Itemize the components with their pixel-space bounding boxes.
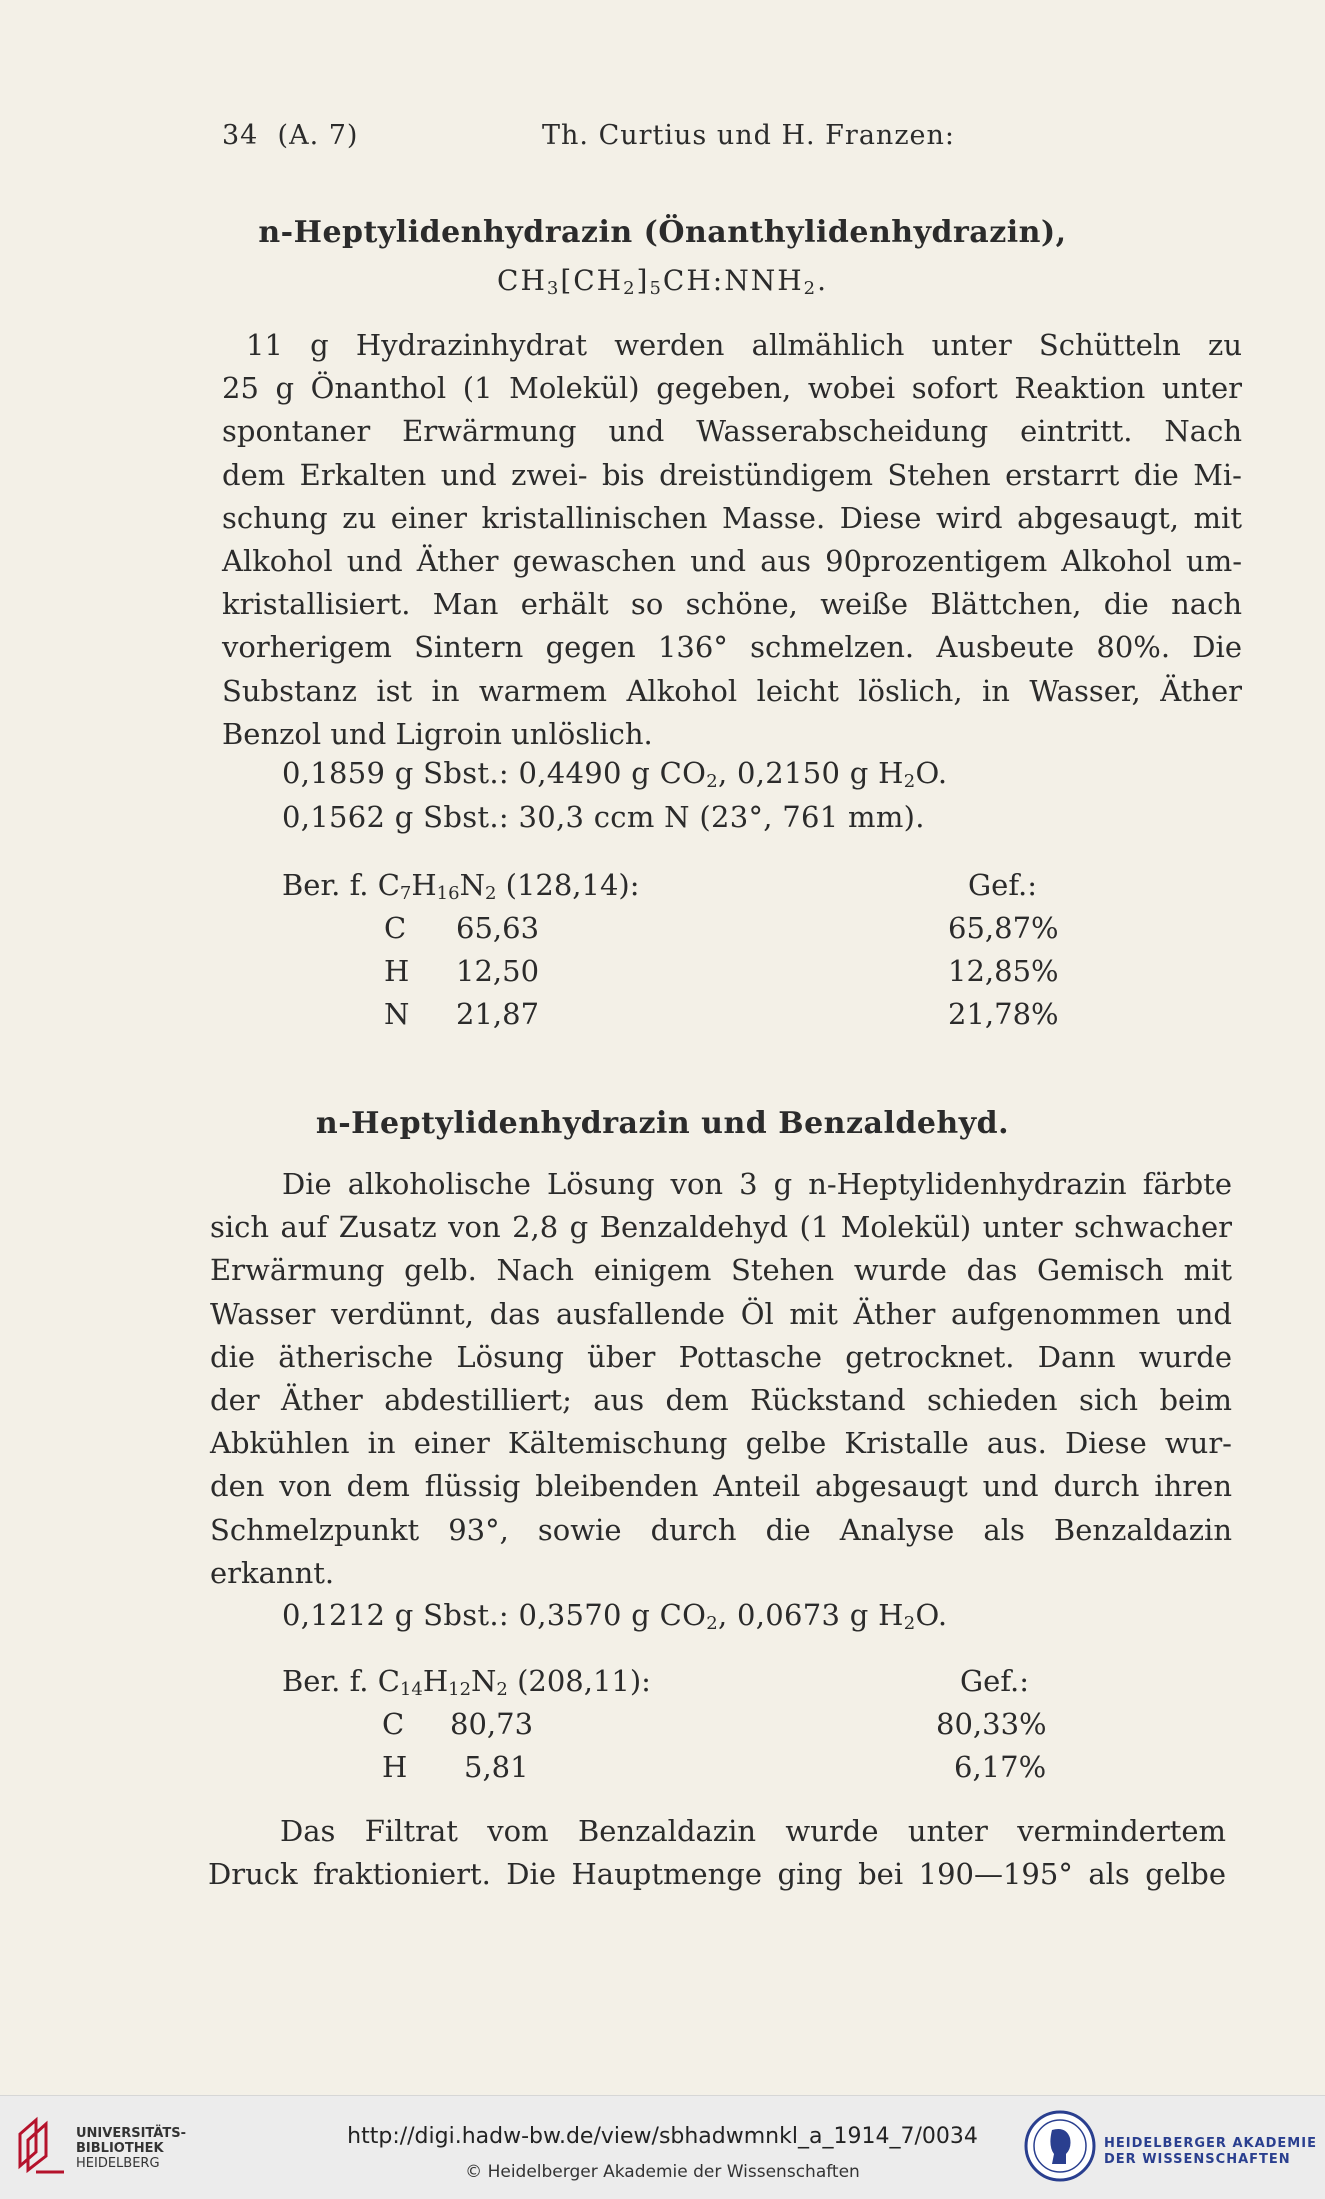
element-symbol: C bbox=[384, 911, 407, 945]
text-line: 25 g Önanthol (1 Molekül) gegeben, wobei sofort Reaktion unter bbox=[222, 371, 1242, 406]
text-line: 11 g Hydrazinhydrat werden allmählich unter Schütteln zu bbox=[246, 328, 1242, 362]
found-value: 12,85% bbox=[948, 954, 1059, 988]
element-symbol: C bbox=[382, 1707, 405, 1741]
text-line: Die alkoholische Lösung von 3 g n-Heptylidenhydrazin färbte bbox=[282, 1167, 1232, 1201]
found-label: Gef.: bbox=[960, 1664, 1030, 1698]
found-value: 6,17% bbox=[954, 1750, 1047, 1784]
text-line: Druck fraktioniert. Die Hauptmenge ging bei 190—195° als gelbe bbox=[208, 1857, 1226, 1892]
university-library-name: UNIVERSITÄTS- BIBLIOTHEK HEIDELBERG bbox=[76, 2126, 186, 2171]
running-title: Th. Curtius und H. Franzen: bbox=[542, 120, 956, 151]
found-value: 65,87% bbox=[948, 911, 1059, 945]
text-line: Alkohol und Äther gewaschen und aus 90prozentigem Alkohol um- bbox=[222, 544, 1242, 579]
text-line: sich auf Zusatz von 2,8 g Benzaldehyd (1 Molekül) unter schwacher bbox=[210, 1210, 1232, 1245]
closing-paragraph bbox=[208, 1810, 1226, 1896]
text-line: vorherigem Sintern gegen 136° schmelzen. Ausbeute 80%. Die bbox=[222, 630, 1242, 665]
academy-name: HEIDELBERGER AKADEMIE DER WISSENSCHAFTEN bbox=[1104, 2136, 1317, 2167]
chemical-formula: $CH_3[CH_2]_5CH:NNH_2$. bbox=[497, 264, 828, 299]
calc-label: Ber. f. $C_{14}H_{12}N_2$ (208,11): bbox=[282, 1664, 651, 1700]
text-line: Schmelzpunkt 93°, sowie durch die Analyse als Benzaldazin bbox=[210, 1512, 1232, 1547]
text-line: den von dem flüssig bleibenden Anteil abgesaugt und durch ihren bbox=[210, 1469, 1232, 1504]
section2-paragraph bbox=[210, 1163, 1232, 1595]
calculated-value: 21,87 bbox=[456, 997, 540, 1031]
analysis-line-2: 0,1562 g Sbst.: 30,3 ccm N (23°, 761 mm). bbox=[282, 800, 925, 834]
calculated-value: 80,73 bbox=[450, 1707, 534, 1741]
section-heading-1: n-Heptylidenhydrazin (Önanthylidenhydrazin), bbox=[258, 215, 1067, 250]
viewer-footer bbox=[0, 2095, 1325, 2199]
text-line: Das Filtrat vom Benzaldazin wurde unter vermindertem bbox=[280, 1814, 1226, 1848]
text-line: Erwärmung gelb. Nach einigem Stehen wurde das Gemisch mit bbox=[210, 1253, 1232, 1288]
found-value: 80,33% bbox=[936, 1707, 1047, 1741]
page-number: 34 (A. 7) bbox=[222, 120, 359, 151]
text-line: schung zu einer kristallinischen Masse. Diese wird abgesaugt, mit bbox=[222, 500, 1242, 535]
text-line: Abkühlen in einer Kältemischung gelbe Kristalle aus. Diese wur- bbox=[210, 1426, 1232, 1461]
element-symbol: H bbox=[384, 954, 410, 988]
found-label: Gef.: bbox=[968, 868, 1038, 902]
element-symbol: H bbox=[382, 1750, 408, 1784]
element-symbol: N bbox=[384, 997, 410, 1031]
permalink-url[interactable]: http://digi.hadw-bw.de/view/sbhadwmnkl_a_1914_7/0034 bbox=[347, 2124, 978, 2149]
section-heading-2: n-Heptylidenhydrazin und Benzaldehyd. bbox=[315, 1106, 1010, 1141]
analysis-line-3: 0,1212 g Sbst.: 0,3570 g $CO_2$, 0,0673 g $H_2O$. bbox=[282, 1598, 948, 1634]
text-line: die ätherische Lösung über Pottasche getrocknet. Dann wurde bbox=[210, 1339, 1232, 1374]
calculated-value: 12,50 bbox=[456, 954, 540, 988]
text-line: Substanz ist in warmem Alkohol leicht löslich, in Wasser, Äther bbox=[222, 673, 1242, 708]
calc-label: Ber. f. $C_7H_{16}N_2$ (128,14): bbox=[282, 868, 640, 904]
text-line: kristallisiert. Man erhält so schöne, weiße Blättchen, die nach bbox=[222, 587, 1242, 622]
section1-paragraph bbox=[222, 324, 1242, 756]
analysis-line-1: 0,1859 g Sbst.: 0,4490 g $CO_2$, 0,2150 g $H_2O$. bbox=[282, 756, 948, 792]
text-line: Benzol und Ligroin unlöslich. bbox=[222, 716, 653, 751]
text-line: erkannt. bbox=[210, 1555, 335, 1590]
text-line: der Äther abdestilliert; aus dem Rückstand schieden sich beim bbox=[210, 1383, 1232, 1418]
copyright-notice: © Heidelberger Akademie der Wissenschaften bbox=[465, 2162, 860, 2182]
academy-seal-icon bbox=[1022, 2108, 1098, 2184]
calculated-value: 5,81 bbox=[464, 1750, 529, 1784]
text-line: dem Erkalten und zwei- bis dreistündigem Stehen erstarrt die Mi- bbox=[222, 457, 1242, 492]
text-line: Wasser verdünnt, das ausfallende Öl mit Äther aufgenommen und bbox=[210, 1296, 1232, 1331]
text-line: spontaner Erwärmung und Wasserabscheidung eintritt. Nach bbox=[222, 414, 1242, 449]
calculated-value: 65,63 bbox=[456, 911, 540, 945]
found-value: 21,78% bbox=[948, 997, 1059, 1031]
